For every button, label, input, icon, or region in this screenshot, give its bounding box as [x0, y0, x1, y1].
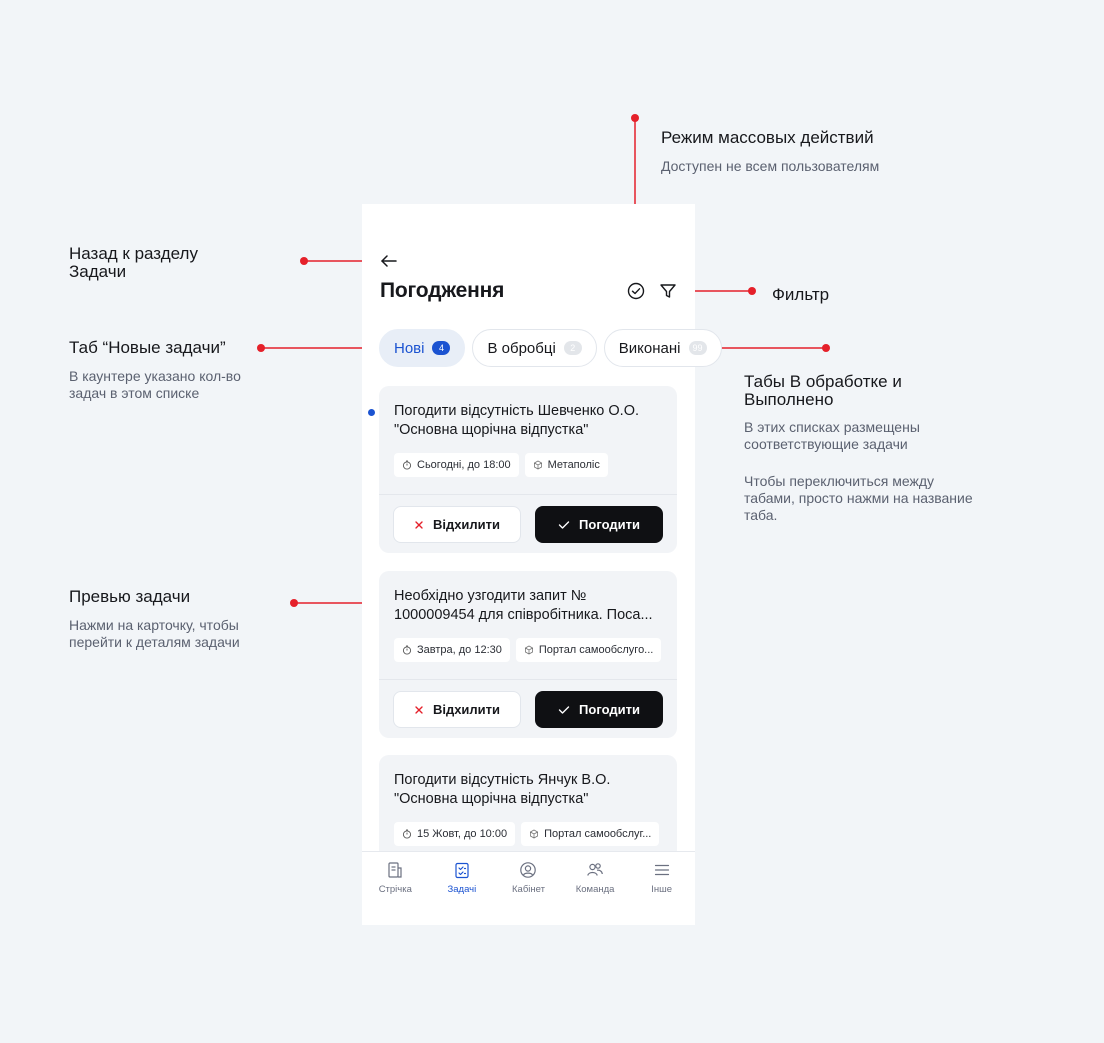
tabs-annotation-sub1: В этих списках размещены соответствующие задачи [744, 419, 920, 452]
task-card[interactable] [379, 571, 677, 738]
tab-in-progress-label: В обробці [487, 339, 556, 357]
source-chip: Портал самообслуго... [516, 638, 661, 662]
check-icon [558, 705, 570, 715]
unread-indicator [368, 409, 375, 416]
tasks-icon [453, 861, 471, 879]
filter-icon[interactable] [658, 281, 678, 301]
tabbar-item-feed[interactable]: Стрічка [362, 852, 429, 925]
tabbar-item-team[interactable]: Команда [562, 852, 629, 925]
bottom-tab-bar [362, 851, 695, 925]
tabbar-item-cabinet[interactable]: Кабінет [495, 852, 562, 925]
timer-icon [402, 460, 412, 470]
card-divider [379, 679, 677, 680]
new-tab-annotation-title: Таб “Новые задачи” [69, 338, 226, 357]
phone-screen [362, 204, 703, 925]
menu-icon [653, 861, 671, 879]
card-divider [379, 494, 677, 495]
tabs-annotation-sub2: Чтобы переключиться между табами, просто нажми на название таба. [744, 473, 973, 523]
tabbar-item-tasks[interactable]: Задачі [429, 852, 496, 925]
close-icon [414, 520, 424, 530]
source-chip: Портал самообслуг... [521, 822, 659, 846]
mass-actions-annotation-sub: Доступен не всем пользователям [661, 158, 880, 174]
profile-icon [519, 861, 537, 879]
preview-annotation-title: Превью задачи [69, 587, 191, 606]
check-icon [558, 520, 570, 530]
back-annotation-title: Назад к разделу Задачи [69, 244, 198, 281]
timer-icon [402, 645, 412, 655]
feed-icon [386, 861, 404, 879]
deadline-chip: Завтра, до 12:30 [394, 638, 510, 662]
new-tab-annotation-sub: В каунтере указано кол-во задач в этом списке [69, 368, 241, 401]
cube-icon [529, 829, 539, 839]
deadline-chip: 15 Жовт, до 10:00 [394, 822, 515, 846]
tabs-bar [379, 329, 722, 367]
tabs-annotation-title: Табы В обработке и Выполнено [744, 372, 902, 409]
tab-new[interactable] [379, 329, 465, 367]
filter-annotation-title: Фильтр [772, 285, 830, 304]
task-card-title: Погодити відсутність Янчук В.О. "Основна щорічна відпустка" [394, 772, 611, 807]
team-icon [586, 861, 604, 879]
task-card-title: Необхідно узгодити запит № 1000009454 для співробітника. Поса... [394, 588, 653, 623]
close-icon [414, 705, 424, 715]
cube-icon [533, 460, 543, 470]
mass-select-check-icon[interactable] [626, 281, 646, 301]
reject-button[interactable]: Відхилити [393, 506, 521, 543]
approve-button[interactable]: Погодити [535, 691, 663, 728]
tab-done-label: Виконані [618, 339, 681, 357]
page-title: Погодження [380, 279, 505, 302]
tabbar-item-other[interactable]: Інше [628, 852, 695, 925]
tab-new-label: Нові [394, 339, 425, 357]
tab-done-counter: 99 [689, 341, 707, 355]
reject-button[interactable]: Відхилити [393, 691, 521, 728]
deadline-chip: Сьогодні, до 18:00 [394, 453, 519, 477]
approve-button[interactable]: Погодити [535, 506, 663, 543]
preview-annotation-sub: Нажми на карточку, чтобы перейти к деталям задачи [69, 617, 240, 650]
source-chip: Метаполіс [525, 453, 608, 477]
mass-actions-annotation-title: Режим массовых действий [661, 128, 874, 147]
tab-new-counter: 4 [432, 341, 450, 355]
tab-in-progress-counter: 2 [564, 341, 582, 355]
back-arrow-icon[interactable] [379, 252, 399, 270]
cube-icon [524, 645, 534, 655]
task-card-title: Погодити відсутність Шевченко О.О. "Основна щорічна відпустка" [394, 403, 640, 438]
timer-icon [402, 829, 412, 839]
tab-done[interactable] [604, 329, 722, 367]
task-card[interactable] [379, 386, 677, 553]
tab-in-progress[interactable] [472, 329, 596, 367]
